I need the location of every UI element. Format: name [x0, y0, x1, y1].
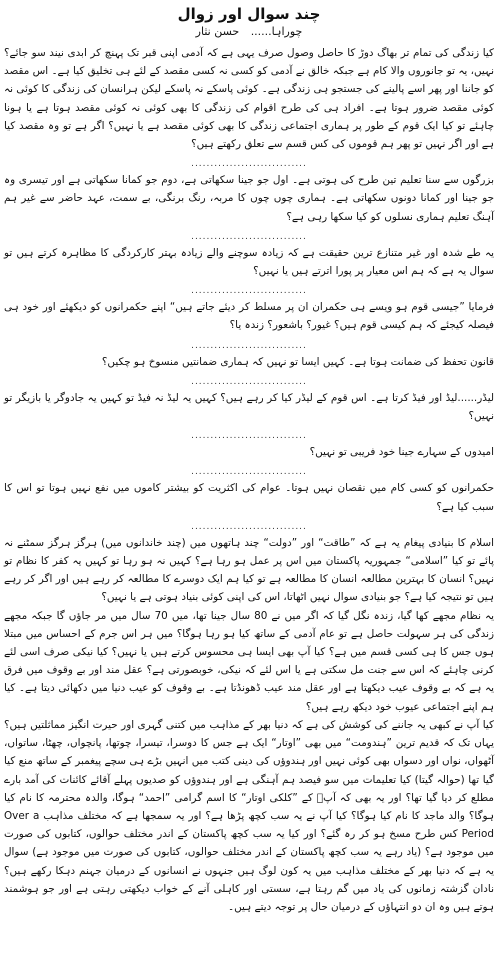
separator: ..............................	[191, 467, 307, 478]
column-name: چوراہا......	[250, 25, 303, 38]
paragraph-5: قانون تحفظ کی ضمانت ہوتا ہے۔ کہیں ایسا تو نہیں کہ ہماری ضمانتیں منسوخ ہو چکیں؟	[101, 355, 494, 368]
paragraph-8: حکمرانوں کو کسی کام میں نقصان نہیں ہوتا۔ عوام کی اکثریت کو بیشتر کاموں میں نفع نہیں ہوتا تو اس کا سبب کیا ہے؟	[4, 482, 494, 513]
byline	[4, 24, 494, 40]
paragraph-7: امیدوں کے سہارے جینا خود فریبی تو نہیں؟	[309, 446, 494, 459]
separator: ..............................	[191, 286, 307, 297]
separator: ..............................	[191, 231, 307, 242]
paragraph-1: کیا زندگی کی تمام تر بھاگ دوڑ کا حاصل وصول صرف یہی ہے کہ آدمی اپنی قبر تک پہنچ کر ابدی نیند سو جائے؟ نہیں، یہ تو جانوروں والا کام ہے جبکہ خالق نے آدمی کو کسی نہ کسی مقصد کے لئے ہی تخلیق کیا ہے۔ اس مقصد کو جاننا اور پھر اسے پالینے کی جستجو ہی زندگی ہے۔ کوئی پاسکے نہ پاسکے لیکن ہرانسان کی زندگی کا کوئی نہ کوئی مقصد ضرور ہوتا ہے۔ افراد ہی کی طرح اقوام کی زندگی کا بھی کوئی نہ کوئی مقصد ہوتا ہے یا ہونا چاہئے تو کیا ایک قوم کے طور پر ہماری اجتماعی زندگی کا بھی کوئی مقصد ہے یا نہیں؟ اگر ہے تو وہ مقصد کیا ہے اور اگر نہیں تو پھر ہم قوموں کی کس قسم سے تعلق رکھتے ہیں؟	[4, 47, 494, 151]
paragraph-6: لیڈر......لیڈ اور فیڈ کرتا ہے۔ اس قوم کے لیڈر کیا کر رہے ہیں؟ کہیں یہ لیڈ نہ فیڈ تو کہیں یہ جادوگر یا بازیگر تو نہیں؟	[4, 391, 494, 423]
separator: ..............................	[191, 376, 307, 387]
article-page	[4, 0, 494, 972]
paragraph-4: فرمایا ”جیسی قوم ہو ویسے ہی حکمران ان پر مسلط کر دیئے جاتے ہیں“ اپنے حکمرانوں کو دیکھئے اور خود ہی فیصلہ کیجئے کہ ہم کیسی قوم ہیں؟ غیور؟ باشعور؟ زندہ یا؟	[4, 301, 494, 332]
author-name: حسن نثار	[195, 25, 240, 38]
paragraph-2: بزرگوں سے سنا تعلیم تین طرح کی ہوتی ہے۔ اول جو جینا سکھاتی ہے، دوم جو کمانا سکھاتی ہے اور تیسری وہ جو جینا اور کمانا دونوں سکھاتی ہے۔ ہماری چوں چوں کا مربہ، رنگ برنگی، بے سمت، عہد حاضر سے غیر ہم آہنگ تعلیم ہماری نسلوں کو کیا سکھا رہی ہے؟	[4, 174, 494, 223]
separator: ..............................	[191, 159, 307, 170]
article-title: چند سوال اور زوال	[177, 5, 321, 23]
separator: ..............................	[191, 521, 307, 532]
paragraph-10: یہ نظام مجھے کھا گیا، زندہ نگل گیا کہ اگر میں نے 80 سال جینا تھا، میں 70 سال میں مر جاؤں گا جبکہ مجھے زندگی کی ہر سہولت حاصل ہے تو عام آدمی کے ساتھ کیا ہو رہا ہوگا؟ میں ہر اس جرم کے احساس میں مبتلا ہوں جس کا ہی کسی قسم میں ہے؟ کیا آپ بھی ایسا ہی محسوس کرتے ہیں یا نہیں؟ کیا نیکی صرف اسی لئے کرنی چاہئے کہ اس سے جنت مل سکتی ہے یا اس لئے کہ نیکی، خوبصورتی ہے؟ عقل مند اور بے وقوف میں فرق یہ ہے کہ بے وقوف عیب دیکھتا ہے اور عقل مند عیب ڈھونڈتا ہے۔ بے وقوف کو عیب دنیا میں دکھائی دیتا ہے۔ کیا ہم اپنے اجتماعی عیوب خود دیکھ رہے ہیں؟	[4, 609, 494, 713]
paragraph-11: کیا آپ نے کبھی یہ جاننے کی کوشش کی ہے کہ دنیا بھر کے مذاہب میں کتنی گہری اور حیرت انگیز مماثلتیں ہیں؟ یہاں تک کہ قدیم ترین ”ہندومت“ میں بھی ”اوتار“ ایک ہے جس کا دوسرا، تیسرا، چوتھا، پانچواں، چھٹا، ساتواں، آٹھواں، نواں اور دسواں بھی کوئی نہیں اور ہندوؤں کی دینی کتب میں انہیں بڑے ہی سچے پیغمبر کے ساتھ منع کیا گیا تھا (حوالہ گیتا) کیا تعلیمات میں سو فیصد ہم آہنگی ہے اور ہندوؤں کو صدیوں پہلے آقائے کائنات کی آمد بارے مطلع کر دیا گیا تھا؟ اور یہ بھی کہ آپؐ کے ”کلکی اوتار“ کا اسم گرامی ”احمد“ ہوگا، والدہ محترمہ کا نام کیا ہوگا؟ والد ماجد کا نام کیا ہوگا؟ کیا آپ نے یہ سب کچھ پڑھا ہے؟ اور یہ سمجھا ہے کہ مختلف مذاہب Over a Period کس طرح مسخ ہو کر رہ گئے؟ اور کیا یہ سب کچھ پاکستان کے اندر مختلف حوالوں، کتابوں کی صورت میں موجود ہے؟ (یاد رہے یہ سب کچھ پاکستان کے اندر مختلف حوالوں، کتابوں کی صورت میں موجود ہے) سوال یہ ہے کہ دنیا بھر کے مختلف مذاہب میں یہ کون لوگ ہیں جنہوں نے انسانوں کے درمیان جہنم دہکا رکھے ہیں؟ نادان گزشتہ زمانوں کی یاد میں گم رہتا ہے، سستی اور کاہلی آنے کے خواب دیکھتی رہتی ہے اور جو ہوشمند ہوتے ہیں وہ ان دو انتہاؤں کے درمیان حال پر توجہ دیتے ہیں۔	[4, 718, 494, 913]
separator: ..............................	[191, 340, 307, 351]
paragraph-3: یہ طے شدہ اور غیر متنازع ترین حقیقت ہے کہ زیادہ سوچنے والے زیادہ بہتر کارکردگی کا مظاہرہ کرتے ہیں تو سوال یہ ہے کہ ہم اس معیار پر پورا اترتے ہیں یا نہیں؟	[4, 246, 494, 278]
separator: ..............................	[191, 431, 307, 442]
paragraph-9: اسلام کا بنیادی پیغام یہ ہے کہ ”طاقت“ اور ”دولت“ چند ہاتھوں میں (چند خاندانوں میں) ہرگز ہرگز سمٹنے نہ پائے تو کیا ”اسلامی“ جمہوریہ پاکستان میں اس پر عمل ہو رہا ہے؟ کہیں نہ ہو رہا تو کہیں یہ کفر کا نظام تو نہیں؟ انسان کا بہترین مطالعہ انسان کا مطالعہ ہے تو کیا ہم ایک دوسرے کا مطالعہ کر رہے ہیں اور اگر کر رہے ہیں تو نتیجہ کیا ہے؟ جو بنیادی سوال نہیں اٹھاتا، اس کی اپنی کوئی بنیاد ہوتی ہے یا نہیں؟	[4, 536, 494, 604]
